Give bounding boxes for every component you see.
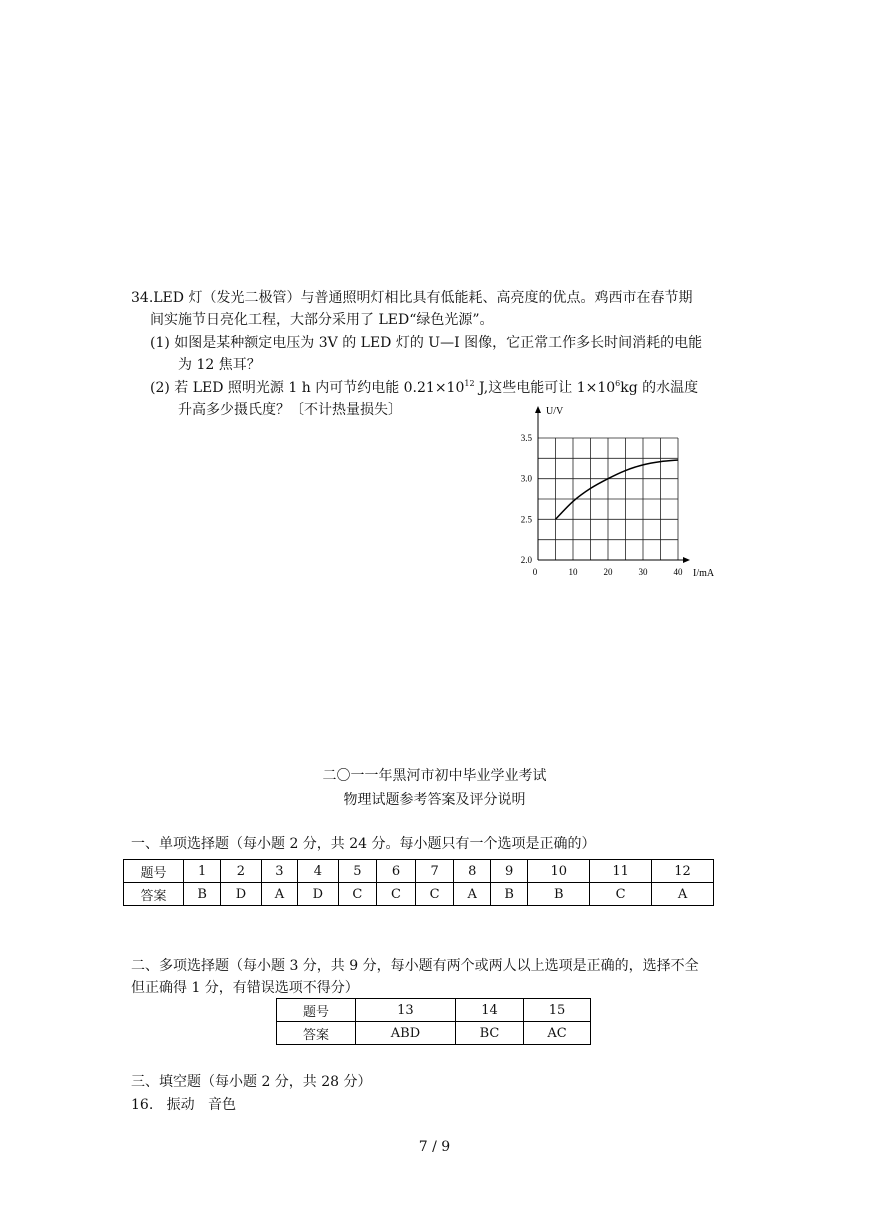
answer-cell: AC xyxy=(524,1022,591,1045)
x-axis-arrow xyxy=(683,557,690,563)
question-number-cell: 3 xyxy=(261,860,298,883)
question-number-cell: 4 xyxy=(298,860,338,883)
table-row-answers xyxy=(277,1022,591,1045)
question-number-cell: 13 xyxy=(356,999,456,1022)
answer-cell: D xyxy=(221,883,261,906)
answer-cell: A xyxy=(261,883,298,906)
section3-heading: 三、填空题（每小题 2 分，共 28 分） xyxy=(131,1074,372,1090)
question-34-part1-line1: (1) 如图是某种额定电压为 3V 的 LED 灯的 U—I 图像，它正常工作多长时间消耗的电能 xyxy=(150,335,703,351)
question-number-cell: 5 xyxy=(338,860,377,883)
answer-cell: BC xyxy=(455,1022,523,1045)
answer-cell: A xyxy=(652,883,714,906)
section1-answer-table xyxy=(123,859,714,906)
y-tick-label: 2.5 xyxy=(520,514,532,525)
answer-cell: B xyxy=(491,883,528,906)
y-axis-label: U/V xyxy=(546,406,564,417)
part2-text-post: kg 的水温度 xyxy=(620,380,699,396)
question-number-cell: 12 xyxy=(652,860,714,883)
page-number: 7 / 9 xyxy=(418,1139,451,1155)
x-axis-label: I/mA xyxy=(693,568,715,579)
chart-grid xyxy=(538,438,678,560)
question-34-stem-line2: 间实施节日亮化工程，大部分采用了 LED“绿色光源”。 xyxy=(150,312,494,328)
x-tick-label: 0 xyxy=(532,567,538,577)
part2-exponent-12: 12 xyxy=(464,379,475,388)
answer-cell: C xyxy=(590,883,652,906)
table-row-answers xyxy=(124,883,714,906)
question-number-cell: 14 xyxy=(455,999,523,1022)
x-tick-label: 10 xyxy=(568,567,578,577)
x-tick-label: 30 xyxy=(638,567,648,577)
section2-heading-line2: 但正确得 1 分，有错误选项不得分） xyxy=(131,980,359,996)
led-ui-chart xyxy=(510,400,730,585)
row-label-answer: 答案 xyxy=(124,883,184,906)
answer-cell: C xyxy=(377,883,416,906)
answer-cell: B xyxy=(528,883,590,906)
answer-title-1: 二〇一一年黑河市初中毕业学业考试 xyxy=(322,768,547,784)
y-tick-label: 2.0 xyxy=(520,555,532,565)
row-label-question-number: 题号 xyxy=(124,860,184,883)
part2-exponent-6: 6 xyxy=(615,379,621,388)
table-row-numbers xyxy=(277,999,591,1022)
answer-title-2: 物理试题参考答案及评分说明 xyxy=(343,792,526,808)
series-curve xyxy=(556,460,679,519)
answer-item-16: 16. 振动 音色 xyxy=(131,1097,236,1113)
question-number-cell: 9 xyxy=(491,860,528,883)
question-number-cell: 15 xyxy=(524,999,591,1022)
question-34-part1-line2: 为 12 焦耳？ xyxy=(178,357,261,373)
x-tick-label: 40 xyxy=(673,567,683,577)
question-number-cell: 7 xyxy=(415,860,454,883)
answer-cell: ABD xyxy=(356,1022,456,1045)
y-tick-label: 3.5 xyxy=(520,433,532,443)
answer-cell: C xyxy=(415,883,454,906)
question-number-cell: 2 xyxy=(221,860,261,883)
question-number-cell: 6 xyxy=(377,860,416,883)
y-axis-arrow xyxy=(535,406,541,413)
question-34-part2-line1 xyxy=(150,377,698,399)
row-label-question-number: 题号 xyxy=(277,999,356,1022)
section2-answer-table xyxy=(276,998,591,1045)
answer-cell: C xyxy=(338,883,377,906)
answer-cell: A xyxy=(454,883,491,906)
answer-cell: B xyxy=(184,883,221,906)
table-row-numbers xyxy=(124,860,714,883)
section2-heading-line1: 二、多项选择题（每小题 3 分，共 9 分，每小题有两个或两人以上选项是正确的，选择不全 xyxy=(131,958,699,974)
y-tick-label: 3.0 xyxy=(520,473,532,484)
part2-text-mid: J,这些电能可让 1×10 xyxy=(474,380,616,396)
chart-tick-labels xyxy=(521,433,683,577)
part2-text-pre: (2) 若 LED 照明光源 1 h 内可节约电能 0.21×10 xyxy=(150,380,465,396)
question-number-cell: 8 xyxy=(454,860,491,883)
question-number-cell: 11 xyxy=(590,860,652,883)
question-34-stem-line1: 34.LED 灯（发光二极管）与普通照明灯相比具有低能耗、高亮度的优点。鸡西市在春节期 xyxy=(131,290,693,306)
x-tick-label: 20 xyxy=(603,567,613,577)
question-number-cell: 1 xyxy=(184,860,221,883)
section1-heading: 一、单项选择题（每小题 2 分，共 24 分。每小题只有一个选项是正确的） xyxy=(131,836,596,852)
chart-series xyxy=(556,460,679,519)
question-number-cell: 10 xyxy=(528,860,590,883)
question-34-part2-line2: 升高多少摄氏度？〔不计热量损失〕 xyxy=(178,402,402,418)
row-label-answer: 答案 xyxy=(277,1022,356,1045)
answer-cell: D xyxy=(298,883,338,906)
